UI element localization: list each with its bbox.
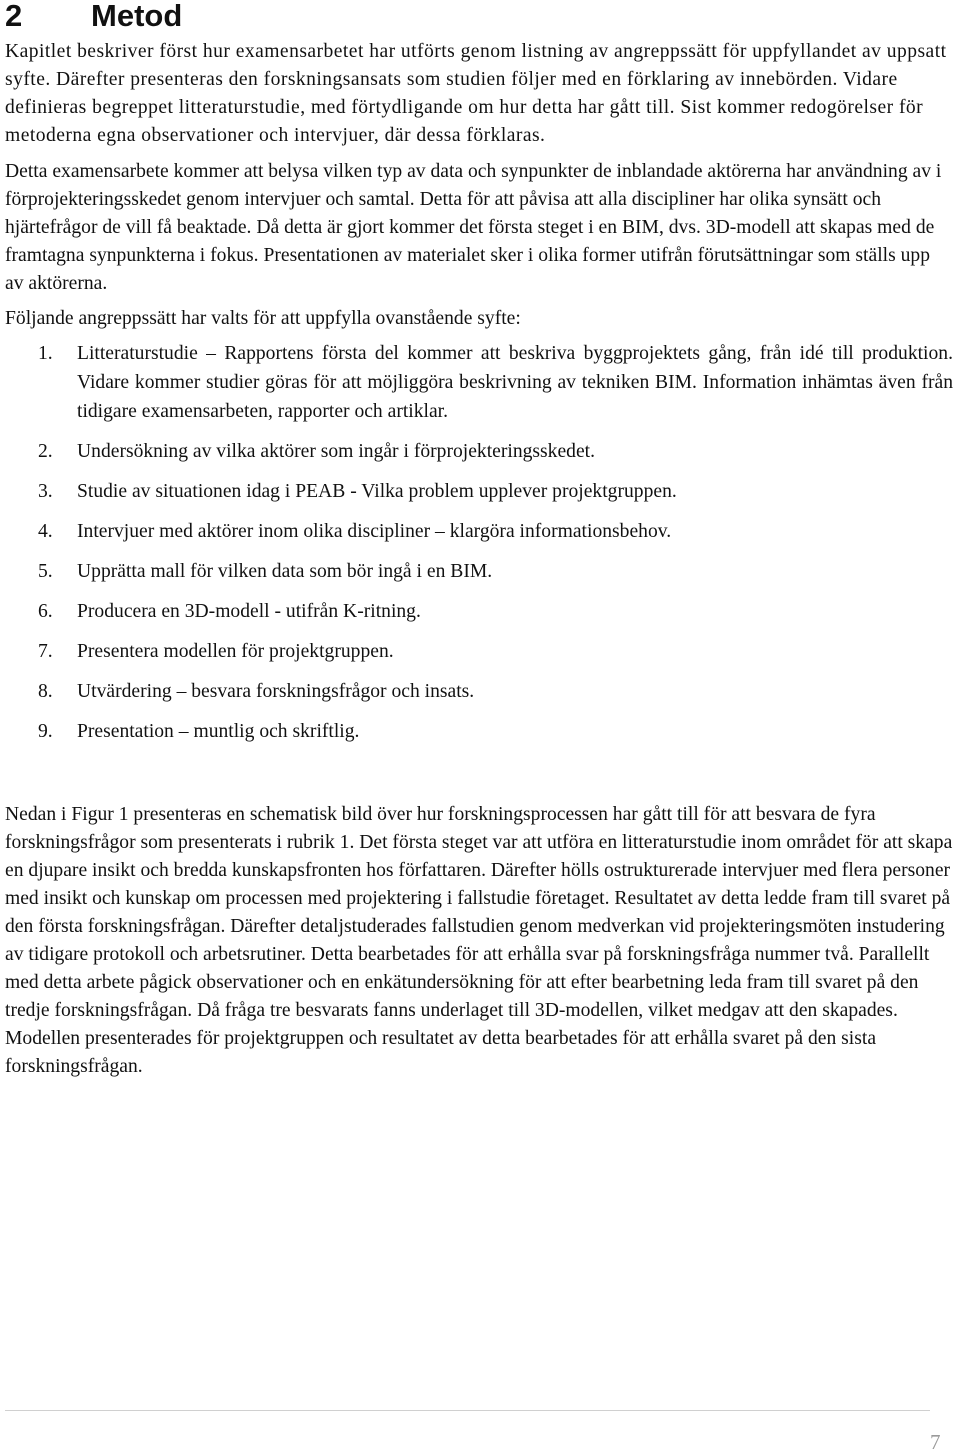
section-heading (5, 0, 953, 32)
page-number: 7 (930, 1430, 941, 1454)
list-item-number: 9. (38, 721, 53, 742)
list-item-text: Studie av situationen idag i PEAB - Vilka problem upplever projektgruppen. (77, 481, 677, 502)
footer-divider (5, 1410, 930, 1411)
list-item-number: 2. (38, 441, 53, 462)
list-item (5, 557, 953, 586)
list-item-number: 1. (38, 343, 53, 364)
list-item (5, 477, 953, 506)
intro-paragraph: Kapitlet beskriver först hur examensarbetet har utförts genom listning av angreppssätt för uppfyllandet av uppsatt syfte. Därefter presenteras den forskningsansats som studien följer med en förklaring av innebörden. Vidare definieras begreppet litteraturstudie, med förtydligande om hur detta har gått till. Sist kommer redogörelser för metoderna egna observationer och intervjuer, där dessa förklaras. (5, 41, 947, 146)
list-intro: Följande angreppssätt har valts för att uppfylla ovanstående syfte: (5, 308, 521, 329)
list-item-text: Producera en 3D-modell - utifrån K-ritning. (77, 601, 421, 622)
list-item-number: 7. (38, 641, 53, 662)
method-steps-list (5, 339, 953, 746)
list-item (5, 517, 953, 546)
list-item-text: Utvärdering – besvara forskningsfrågor och insats. (77, 681, 475, 702)
list-item-text: Presentera modellen för projektgruppen. (77, 641, 394, 662)
list-item-number: 8. (38, 681, 53, 702)
document-page (5, 0, 953, 1081)
list-item-number: 5. (38, 561, 53, 582)
list-item-number: 3. (38, 481, 53, 502)
list-item-text: Intervjuer med aktörer inom olika discipliner – klargöra informationsbehov. (77, 521, 672, 542)
section-title: Metod (91, 0, 183, 33)
list-item-number: 4. (38, 521, 53, 542)
purpose-paragraph: Detta examensarbete kommer att belysa vilken typ av data och synpunkter de inblandade aktörerna har användning av i förprojekteringsskedet genom intervjuer och samtal. Detta för att påvisa att alla discipliner har olika synsätt och hjärtefrågor de vill få beaktade. Då detta är gjort kommer det första steget i en BIM, dvs. 3D-modell att skapas med de framtagna synpunkterna i fokus. Presentationen av materialet sker i olika former utifrån förutsättningar som ställs upp av aktörerna. (5, 161, 942, 294)
list-item (5, 637, 953, 666)
list-item-text: Presentation – muntlig och skriftlig. (77, 721, 360, 742)
list-item (5, 437, 953, 466)
section-number: 2 (5, 0, 23, 33)
list-item (5, 677, 953, 706)
spacer (5, 757, 953, 801)
list-item (5, 717, 953, 746)
process-paragraph: Nedan i Figur 1 presenteras en schematisk bild över hur forskningsprocessen har gått till för att besvara de fyra forskningsfrågor som presenterats i rubrik 1. Det första steget var att utföra en litteraturstudie inom området för att skapa en djupare insikt och bredda kunskapsfronten hos författaren. Därefter hölls ostrukturerade intervjuer med flera personer med insikt och kunskap om processen med projektering i fallstudie företaget. Resultatet av detta ledde fram till svaret på den första forskningsfrågan. Därefter detaljstuderades fallstudien genom medverkan vid projekteringsmöten instudering av tidigare protokoll och arbetsrutiner. Detta bearbetades för att erhålla svar på forskningsfråga nummer två. Parallellt med detta arbete pågick observationer och en enkätundersökning för att efter bearbetning leda fram till svaret på den tredje forskningsfrågan. Då fråga tre besvarats fanns underlaget till 3D-modellen, vilket medgav att den skapades. Modellen presenterades för projektgruppen och resultatet av detta bearbetades för att erhålla svaret på den sista forskningsfrågan. (5, 804, 953, 1077)
list-item (5, 597, 953, 626)
list-item (5, 339, 953, 426)
list-item-text: Undersökning av vilka aktörer som ingår i förprojekteringsskedet. (77, 441, 596, 462)
list-item-number: 6. (38, 601, 53, 622)
list-item-text: Upprätta mall för vilken data som bör ingå i en BIM. (77, 561, 493, 582)
list-item-text: Litteraturstudie – Rapportens första del kommer att beskriva byggprojektets gång, från idé till produktion. Vidare kommer studier göras för att möjliggöra beskrivning av tekniken BIM. Information inhämtas även från tidigare examensarbeten, rapporter och artiklar. (77, 343, 953, 422)
